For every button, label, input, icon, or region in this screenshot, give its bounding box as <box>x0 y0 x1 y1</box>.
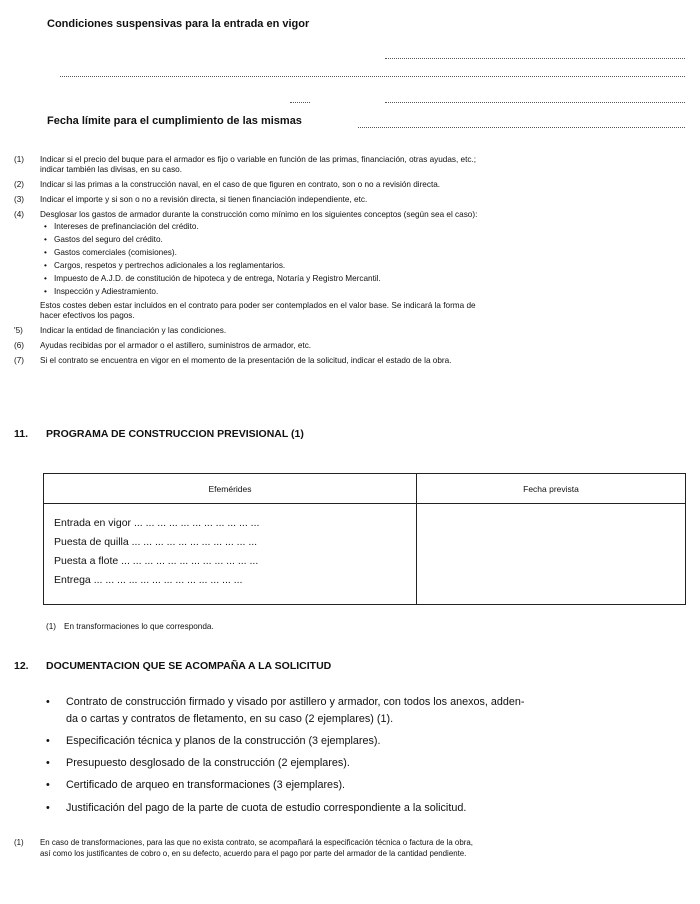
construction-schedule-table <box>43 473 686 605</box>
conditions-line-3b[interactable] <box>385 102 685 103</box>
conditions-line-2[interactable] <box>60 76 685 77</box>
deadline-label: Fecha límite para el cumplimiento de las mismas <box>47 115 302 127</box>
milestone-row: Puesta a flote ... ... ... ... ... ... ... ... ... ... ... ... <box>54 555 259 567</box>
dates-cell[interactable] <box>417 504 686 605</box>
milestone-row: Entrega ... ... ... ... ... ... ... ... ... ... ... ... ... <box>54 574 243 586</box>
conditions-line-3a <box>290 102 310 103</box>
conditions-title: Condiciones suspensivas para la entrada en vigor <box>47 18 310 30</box>
col-header-efemerides: Efemérides <box>44 474 417 504</box>
deadline-line[interactable] <box>358 127 685 128</box>
milestone-row: Puesta de quilla ... ... ... ... ... ... ... ... ... ... ... <box>54 536 258 548</box>
col-header-fecha: Fecha prevista <box>417 474 686 504</box>
milestone-row: Entrada en vigor ... ... ... ... ... ... ... ... ... ... ... <box>54 517 260 529</box>
conditions-line-1[interactable] <box>385 58 685 59</box>
milestones-cell <box>44 504 417 605</box>
